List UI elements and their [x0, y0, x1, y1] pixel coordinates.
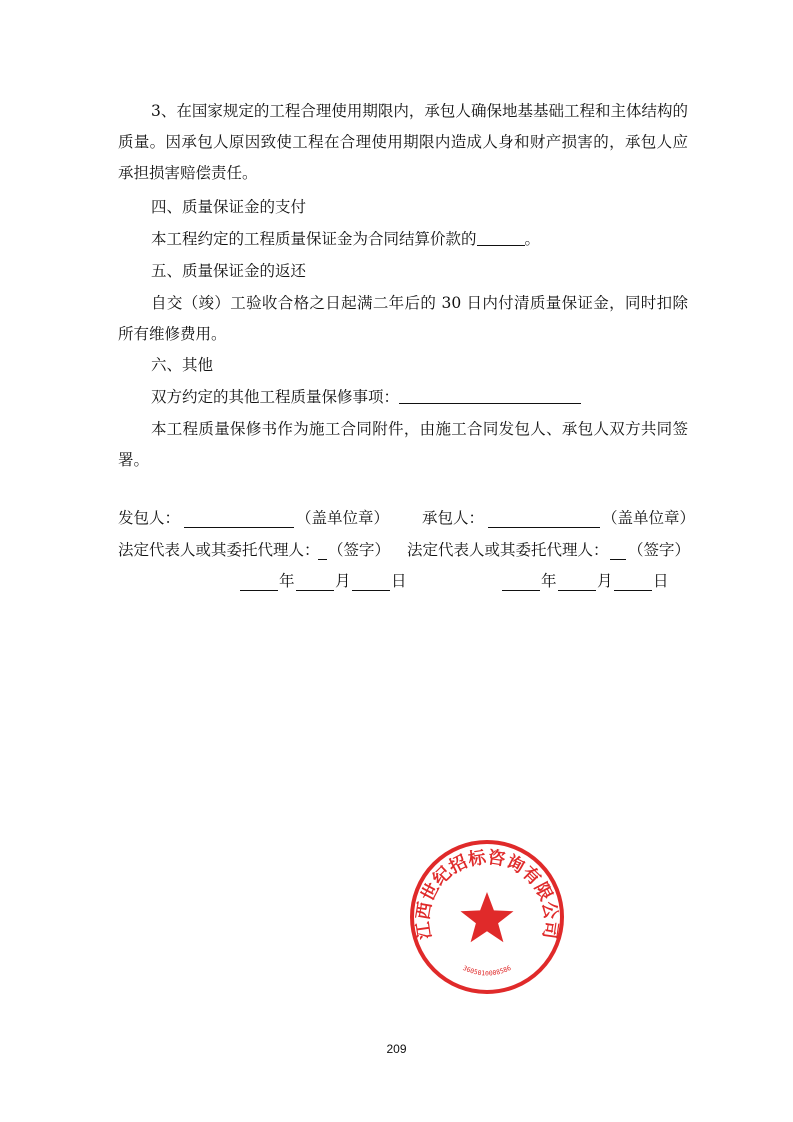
section-5-paragraph: 自交（竣）工验收合格之日起满二年后的 30 日内付清质量保证金，同时扣除所有维修费用。	[118, 294, 688, 343]
contractor-month-label: 月	[597, 572, 613, 590]
contractor-seal-note: （盖单位章）	[602, 509, 696, 527]
employer-year-blank	[240, 572, 278, 591]
employer-month-blank	[296, 572, 334, 591]
seal-company-name: 江西世纪招标咨询有限公司	[413, 847, 561, 941]
employer-day-blank	[352, 572, 390, 591]
contractor-label: 承包人：	[422, 509, 485, 527]
contractor-day-label: 日	[653, 572, 669, 590]
section-4-paragraph	[118, 224, 688, 255]
employer-seal-note: （盖单位章）	[296, 509, 390, 527]
employer-day-label: 日	[391, 572, 407, 590]
contractor-year-blank	[502, 572, 540, 591]
attachment-paragraph: 本工程质量保修书作为施工合同附件，由施工合同发包人、承包人双方共同签署。	[118, 420, 688, 469]
company-seal-stamp	[408, 838, 566, 996]
page-number: 209	[386, 1042, 407, 1056]
section-6-heading: 六、其他	[151, 356, 214, 374]
employer-rep-label: 法定代表人或其委托代理人：	[118, 541, 320, 559]
employer-label: 发包人：	[118, 509, 181, 527]
contractor-rep-label: 法定代表人或其委托代理人：	[407, 541, 609, 559]
retention-ratio-blank	[477, 227, 525, 246]
contractor-year-label: 年	[541, 572, 557, 590]
employer-year-label: 年	[279, 572, 295, 590]
employer-sign-note: （签字）	[328, 541, 391, 559]
other-matters-blank	[399, 385, 581, 404]
section-4-text: 本工程约定的工程质量保证金为合同结算价款的	[151, 230, 477, 248]
other-matters-label: 双方约定的其他工程质量保修事项：	[151, 388, 400, 406]
contractor-rep-blank	[610, 541, 626, 560]
contractor-month-blank	[558, 572, 596, 591]
seal-star-icon	[461, 892, 514, 942]
employer-blank	[184, 509, 294, 528]
clause-3-paragraph: 3、在国家规定的工程合理使用期限内，承包人确保地基基础工程和主体结构的质量。因承包人原因致使工程在合理使用期限内造成人身和财产损害的，承包人应承担损害赔偿责任。	[118, 102, 688, 182]
contractor-sign-note: （签字）	[628, 541, 691, 559]
section-5-heading: 五、质量保证金的返还	[151, 262, 307, 280]
contractor-blank	[488, 509, 600, 528]
section-4-heading: 四、质量保证金的支付	[151, 198, 307, 216]
seal-number: 3605010008586	[461, 963, 513, 978]
employer-rep-blank	[318, 541, 327, 560]
contractor-day-blank	[614, 572, 652, 591]
section-6-paragraph	[118, 382, 688, 413]
employer-month-label: 月	[335, 572, 351, 590]
section-4-period: 。	[524, 230, 541, 248]
